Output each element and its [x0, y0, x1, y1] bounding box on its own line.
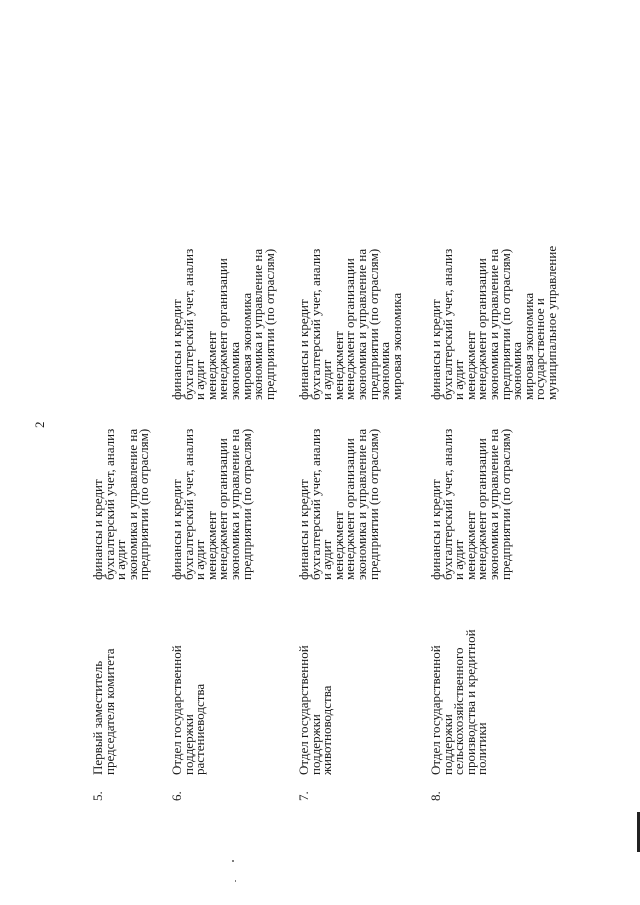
text-line: финансы и кредит: [169, 299, 184, 400]
text-line: предприятии (по отраслям): [365, 428, 381, 580]
text-line: предприятии (по отраслям): [365, 248, 381, 400]
text-line: и аудит: [451, 539, 467, 580]
text-line: бухгалтерский учет, анализ: [439, 248, 455, 400]
specialties-cell: [92, 420, 150, 580]
text-line: поддержки: [180, 714, 196, 775]
text-line: менеджмент организации: [215, 438, 231, 580]
text-line: менеджмент организации: [342, 438, 358, 580]
specialties-cell: [171, 420, 252, 580]
row-number: 6.: [169, 791, 184, 801]
text-line: финансы и кредит: [428, 479, 443, 580]
scan-speck: [232, 860, 234, 862]
text-line: экономика и управление на: [226, 428, 242, 580]
row-number: 8.: [428, 791, 443, 801]
specialties-cell: [430, 420, 511, 580]
text-line: экономика и управление на: [250, 248, 266, 400]
text-line: экономика: [509, 341, 525, 400]
text-line: политики: [474, 722, 490, 775]
text-line: финансы и кредит: [428, 299, 443, 400]
text-line: сельскохозяйственного: [451, 647, 467, 775]
department-cell: [171, 575, 206, 775]
text-line: менеджмент: [462, 511, 478, 580]
department-cell: [92, 575, 115, 775]
text-line: бухгалтерский учет, анализ: [307, 428, 323, 580]
text-line: поддержки: [439, 714, 455, 775]
text-line: предприятии (по отраслям): [497, 248, 513, 400]
text-line: государственное и: [532, 298, 548, 400]
text-line: бухгалтерский учет, анализ: [307, 248, 323, 400]
row-number: 5.: [90, 791, 105, 801]
text-line: менеджмент организации: [215, 258, 231, 400]
row-number: 7.: [296, 791, 311, 801]
text-line: бухгалтерский учет, анализ: [180, 248, 196, 400]
text-line: экономика: [377, 341, 393, 400]
text-line: мировая экономика: [238, 292, 254, 400]
text-line: предприятии (по отраслям): [497, 428, 513, 580]
text-line: Отдел государственной: [428, 645, 443, 775]
text-line: и аудит: [451, 359, 467, 400]
text-line: экономика: [226, 341, 242, 400]
text-line: Первый заместитель: [90, 660, 105, 775]
text-line: мировая экономика: [520, 292, 536, 400]
text-line: менеджмент организации: [474, 438, 490, 580]
text-line: финансы и кредит: [296, 299, 311, 400]
text-line: и аудит: [192, 539, 208, 580]
department-cell: [430, 575, 488, 775]
text-line: бухгалтерский учет, анализ: [439, 428, 455, 580]
text-line: мировая экономика: [388, 292, 404, 400]
specialties-cell: [298, 420, 379, 580]
text-line: менеджмент: [462, 331, 478, 400]
text-line: финансы и кредит: [296, 479, 311, 580]
text-line: и аудит: [319, 539, 335, 580]
text-line: поддержки: [307, 714, 323, 775]
text-line: и аудит: [192, 359, 208, 400]
text-line: менеджмент организации: [474, 258, 490, 400]
specialties-cell: [171, 200, 275, 400]
text-line: и аудит: [319, 359, 335, 400]
text-line: растениеводства: [192, 683, 208, 775]
page-number: 2: [32, 421, 47, 428]
text-line: экономика и управление на: [485, 428, 501, 580]
text-line: экономика и управление на: [485, 248, 501, 400]
text-line: экономика и управление на: [353, 248, 369, 400]
text-line: финансы и кредит: [90, 479, 105, 580]
text-line: производства и кредитной: [462, 629, 478, 775]
text-line: менеджмент: [203, 331, 219, 400]
department-cell: [298, 575, 333, 775]
text-line: Отдел государственной: [169, 645, 184, 775]
text-line: менеджмент: [203, 511, 219, 580]
text-line: экономика и управление на: [124, 428, 140, 580]
text-line: предприятии (по отраслям): [261, 248, 277, 400]
text-line: менеджмент: [330, 331, 346, 400]
text-line: финансы и кредит: [169, 479, 184, 580]
text-line: менеджмент организации: [342, 258, 358, 400]
text-line: предприятии (по отраслям): [238, 428, 254, 580]
text-line: и аудит: [113, 539, 129, 580]
specialties-cell: [430, 200, 558, 400]
text-line: бухгалтерский учет, анализ: [101, 428, 117, 580]
text-line: менеджмент: [330, 511, 346, 580]
text-line: председателя комитета: [101, 648, 117, 775]
text-line: муниципальное управление: [543, 245, 559, 400]
specialties-cell: [298, 200, 402, 400]
text-line: бухгалтерский учет, анализ: [180, 428, 196, 580]
text-line: животноводства: [319, 685, 335, 775]
scan-speck: [235, 880, 236, 882]
text-line: предприятии (по отраслям): [136, 428, 152, 580]
text-line: Отдел государственной: [296, 645, 311, 775]
text-line: экономика и управление на: [353, 428, 369, 580]
